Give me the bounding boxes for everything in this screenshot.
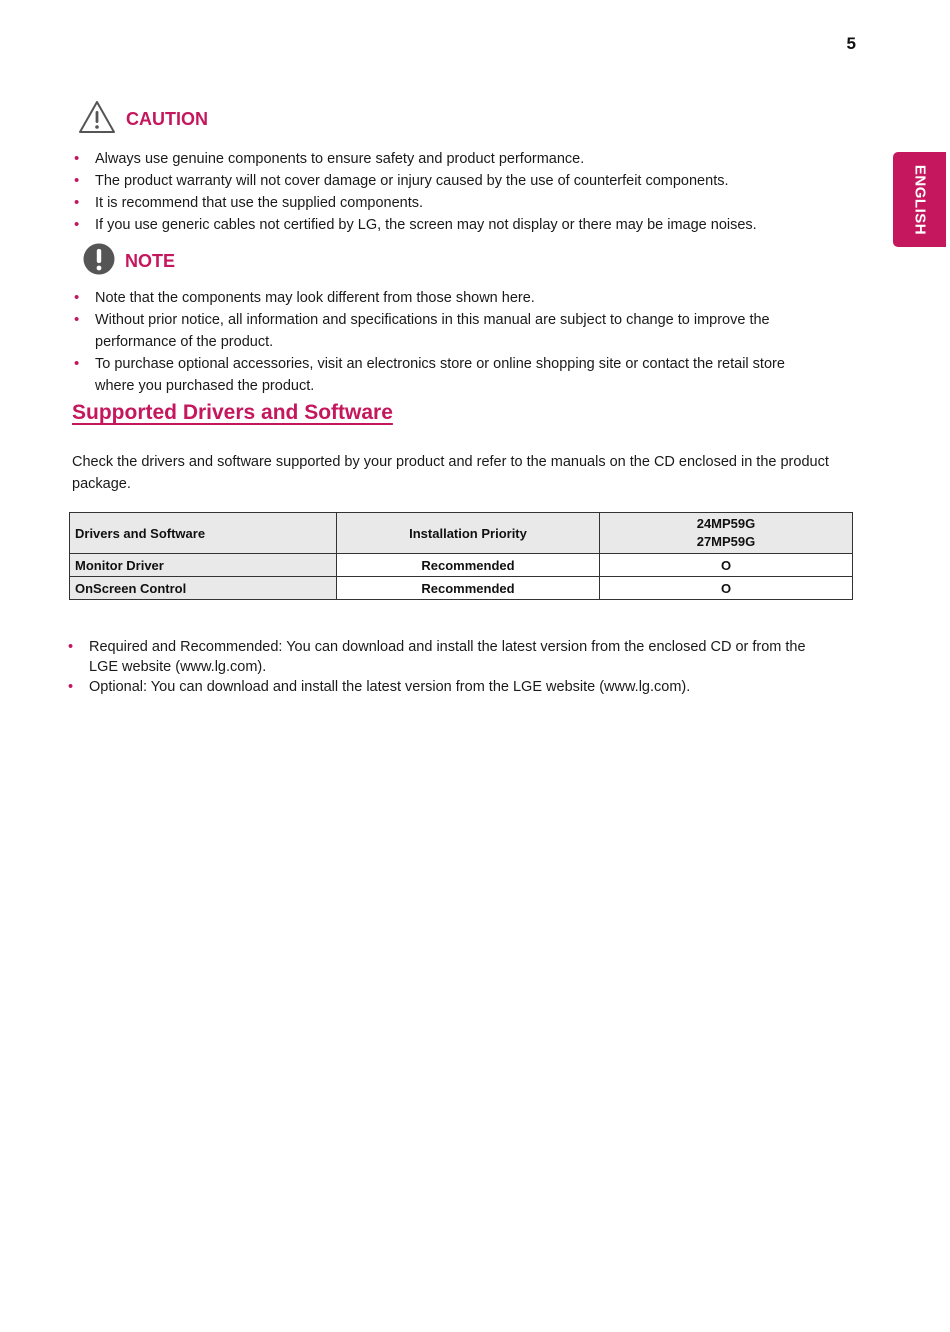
note-title: NOTE — [125, 251, 176, 271]
installation-note: • Required and Recommended: You can download and install the latest version from the enclosed CD or from the LGE website (www.lg.com). — [66, 637, 836, 677]
page-number: 5 — [846, 34, 856, 53]
support-cell: O — [600, 577, 853, 600]
note-header — [83, 243, 175, 280]
section-title: Supported Drivers and Software — [72, 401, 393, 424]
installation-notes-list — [66, 637, 836, 697]
model-name: 27MP59G — [696, 534, 756, 549]
caution-item: • It is recommend that use the supplied components. — [72, 192, 817, 214]
column-header-models — [600, 513, 853, 554]
column-header-drivers: Drivers and Software — [70, 513, 337, 554]
table-row — [70, 577, 853, 600]
language-tab-label: ENGLISH — [911, 164, 928, 235]
driver-name-cell: OnScreen Control — [70, 577, 337, 600]
exclamation-circle-icon — [83, 243, 115, 280]
language-tab — [893, 152, 946, 247]
priority-cell: Recommended — [337, 577, 600, 600]
driver-name-cell: Monitor Driver — [70, 554, 337, 577]
note-item: • To purchase optional accessories, visit an electronics store or online shopping site or contact the retail store where you purchased the product. — [72, 353, 817, 397]
model-name: 24MP59G — [696, 516, 756, 531]
caution-item: • If you use generic cables not certified by LG, the screen may not display or there may be image noises. — [72, 214, 817, 236]
caution-header — [78, 100, 208, 139]
table-header-row — [70, 513, 853, 554]
table-row — [70, 554, 853, 577]
section-intro: Check the drivers and software supported by your product and refer to the manuals on the CD enclosed in the product package. — [72, 454, 829, 492]
caution-list — [72, 148, 817, 236]
note-item: • Note that the components may look different from those shown here. — [72, 287, 817, 309]
priority-cell: Recommended — [337, 554, 600, 577]
note-list — [72, 287, 817, 397]
note-item: • Without prior notice, all information and specifications in this manual are subject to change to improve the performance of the product. — [72, 309, 817, 353]
warning-triangle-icon — [78, 100, 116, 139]
caution-item: • Always use genuine components to ensure safety and product performance. — [72, 148, 817, 170]
drivers-table — [69, 512, 853, 600]
caution-title: CAUTION — [126, 109, 208, 129]
column-header-priority: Installation Priority — [337, 513, 600, 554]
caution-item: • The product warranty will not cover damage or injury caused by the use of counterfeit components. — [72, 170, 817, 192]
support-cell: O — [600, 554, 853, 577]
installation-note: • Optional: You can download and install the latest version from the LGE website (www.lg.com). — [66, 677, 836, 697]
